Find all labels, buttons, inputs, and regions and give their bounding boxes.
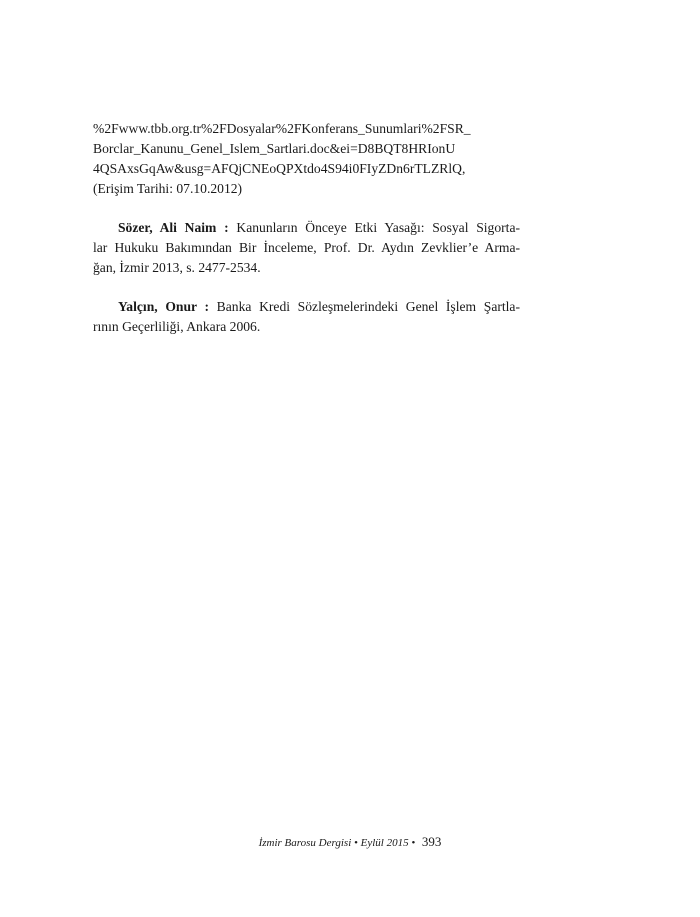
reference-title-start: Kanunların Önceye Etki Yasağı: Sosyal Sigorta- xyxy=(236,220,520,235)
reference-line: lar Hukuku Bakımından Bir İnceleme, Prof. Dr. Aydın Zevklier’e Arma- xyxy=(93,240,520,255)
reference-first-line xyxy=(93,297,520,317)
page-footer xyxy=(0,834,700,850)
reference-line: ğan, İzmir 2013, s. 2477-2534. xyxy=(93,260,261,275)
url-line: Borclar_Kanunu_Genel_Islem_Sartlari.doc&ei=D8BQT8HRIonU xyxy=(93,141,456,156)
access-date: (Erişim Tarihi: 07.10.2012) xyxy=(93,181,243,196)
page-number: 393 xyxy=(421,834,442,849)
bibliography xyxy=(93,119,520,337)
reference-entry-yalcin xyxy=(93,297,520,337)
reference-entry-sozer xyxy=(93,218,520,278)
reference-url-continuation xyxy=(93,119,520,199)
journal-name: İzmir Barosu Dergisi • Eylül 2015 • xyxy=(258,837,416,849)
reference-author: Sözer, Ali Naim : xyxy=(118,220,229,235)
reference-title-start: Banka Kredi Sözleşmelerindeki Genel İşlem Şartla- xyxy=(216,299,520,314)
reference-first-line xyxy=(93,218,520,238)
url-line: 4QSAxsGqAw&usg=AFQjCNEoQPXtdo4S94i0FIyZDn6rTLZRlQ, xyxy=(93,161,466,176)
reference-author: Yalçın, Onur : xyxy=(118,299,209,314)
reference-line: rının Geçerliliği, Ankara 2006. xyxy=(93,319,261,334)
url-line: %2Fwww.tbb.org.tr%2FDosyalar%2FKonferans_Sunumlari%2FSR_ xyxy=(93,121,471,136)
